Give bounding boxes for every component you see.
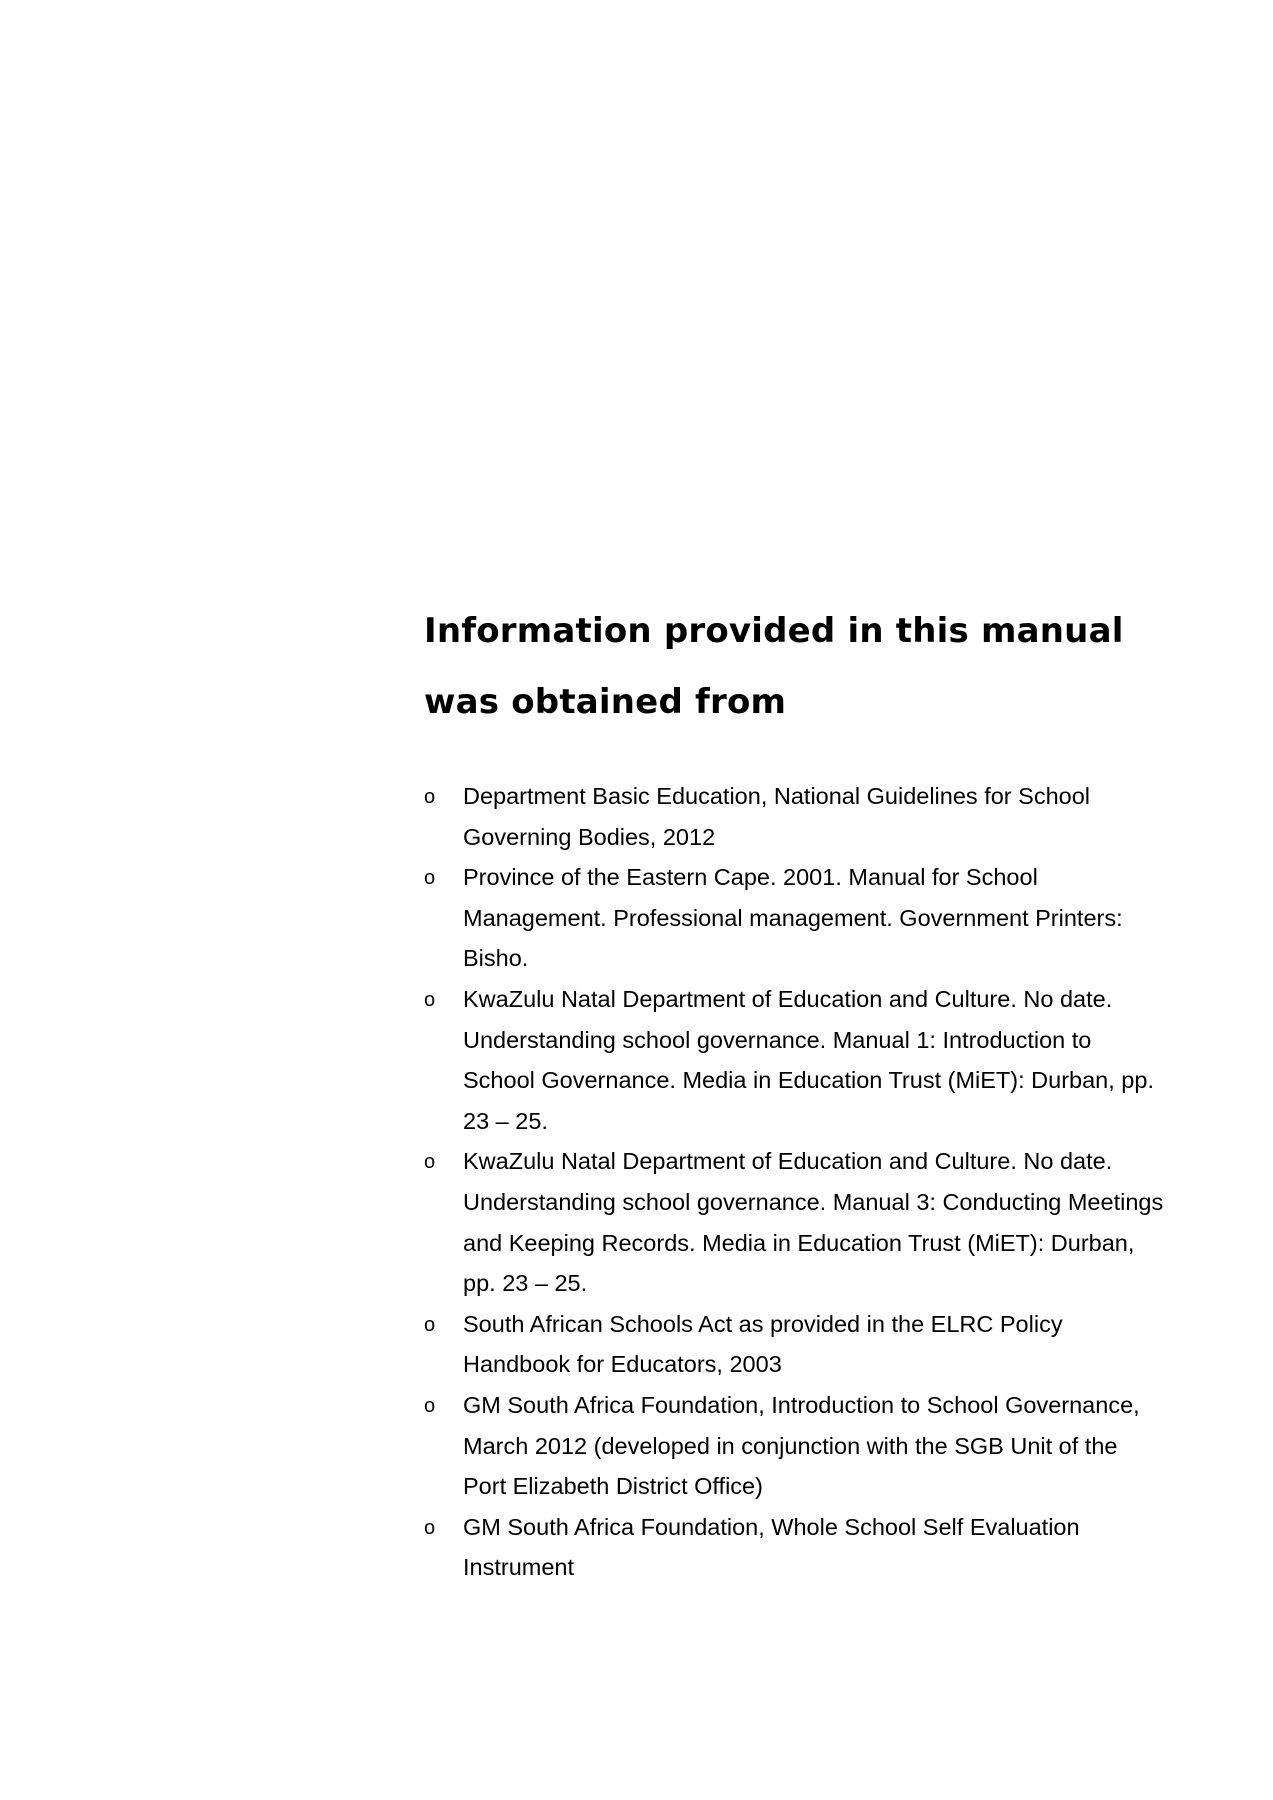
source-item (424, 1507, 1164, 1588)
page-heading: Information provided in this manual was obtained from (424, 611, 1124, 722)
source-item (424, 857, 1164, 979)
bullet-icon: o (424, 988, 436, 1011)
source-text: South African Schools Act as provided in the ELRC Policy Handbook for Educators, 2003 (463, 1310, 1063, 1378)
bullet-icon: o (424, 1313, 436, 1336)
bullet-icon: o (424, 786, 436, 808)
source-text: GM South Africa Foundation, Introduction to School Governance, March 2012 (developed in conjunction with the SGB Unit of the Port Elizabeth District Office) (463, 1391, 1140, 1500)
source-text: Department Basic Education, National Guidelines for School Governing Bodies, 2012 (463, 783, 1091, 850)
source-item (424, 1385, 1164, 1507)
source-text: KwaZulu Natal Department of Education and Culture. No date. Understanding school governance. Manual 1: Introduction to School Governance. Media in Education Trust (MiET): Durban, pp. 23 – 25. (463, 985, 1154, 1134)
bullet-icon: o (424, 867, 436, 890)
source-item (424, 1304, 1164, 1385)
bullet-icon: o (424, 1151, 436, 1174)
source-item (424, 776, 1164, 857)
source-text: GM South Africa Foundation, Whole School Self Evaluation Instrument (463, 1513, 1080, 1581)
bullet-icon: o (424, 1394, 436, 1417)
source-item (424, 1141, 1164, 1303)
sources-section (424, 596, 1164, 1581)
sources-list (424, 776, 1164, 1588)
source-text: KwaZulu Natal Department of Education and Culture. No date. Understanding school governance. Manual 3: Conducting Meetings and Keeping Records. Media in Education Trust (MiET): Durban, pp. 23 – 25. (463, 1148, 1164, 1297)
source-text: Province of the Eastern Cape. 2001. Manual for School Management. Professional management. Government Printers: Bisho. (463, 864, 1123, 972)
bullet-icon: o (424, 1516, 436, 1539)
source-item (424, 979, 1164, 1141)
